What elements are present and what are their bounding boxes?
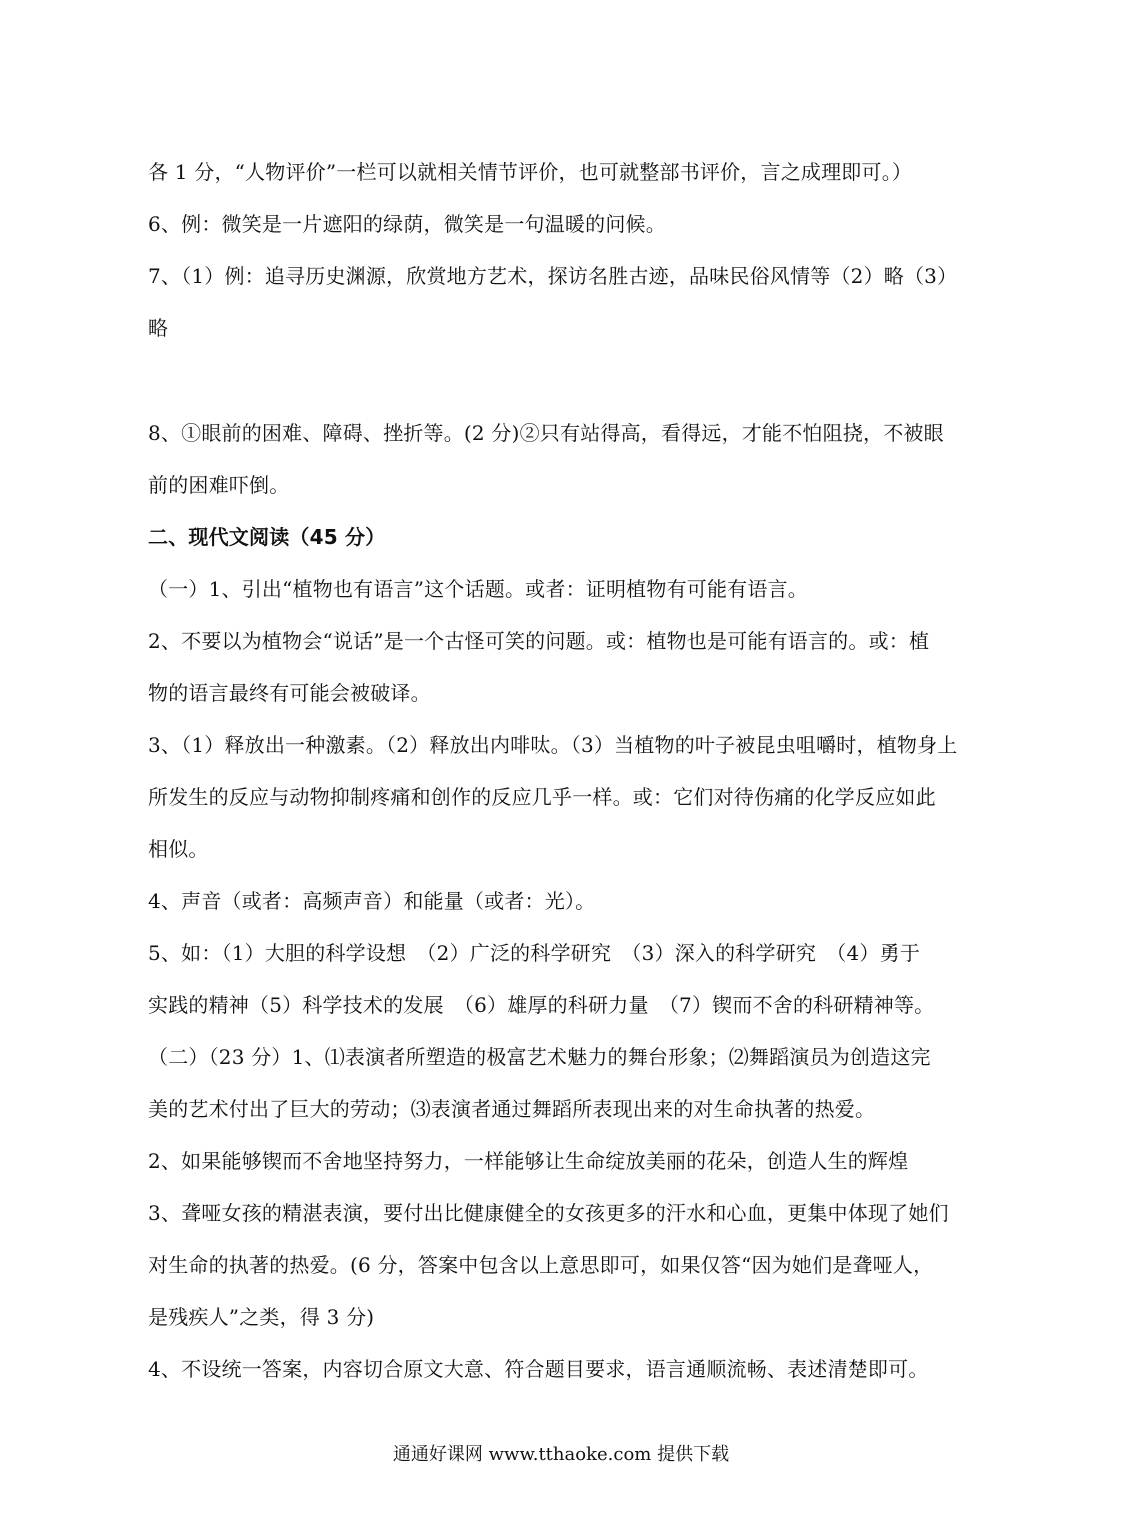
part1-answer-5-cont: 实践的精神（5）科学技术的发展 （6）雄厚的科研力量 （7）锲而不舍的科研精神等。 [148, 993, 935, 1017]
answer-7-cont: 略 [148, 316, 169, 340]
part1-answer-3-cont: 所发生的反应与动物抑制疼痛和创作的反应几乎一样。或：它们对待伤痛的化学反应如此 [148, 785, 936, 809]
page-footer: 通通好课网 www.tthaoke.com 提供下载 [392, 1444, 730, 1465]
answer-line-note: 各 1 分，“人物评价”一栏可以就相关情节评价，也可就整部书评价，言之成理即可。） [148, 160, 913, 184]
answer-6: 6、例：微笑是一片遮阳的绿荫，微笑是一句温暖的问候。 [148, 212, 666, 236]
answer-key-page [148, 153, 1008, 1389]
section-heading-modern-reading: 二、现代文阅读（45 分） [148, 525, 386, 549]
part2-answer-3-cont: 对生命的执著的热爱。(6 分，答案中包含以上意思即可，如果仅答“因为她们是聋哑人， [148, 1253, 934, 1277]
part1-answer-4: 4、声音（或者：高频声音）和能量（或者：光）。 [148, 889, 596, 913]
part2-answer-3: 3、聋哑女孩的精湛表演，要付出比健康健全的女孩更多的汗水和心血，更集中体现了她们 [148, 1201, 949, 1225]
answer-8-cont: 前的困难吓倒。 [148, 473, 290, 497]
part2-answer-1: （二）（23 分）1、⑴表演者所塑造的极富艺术魅力的舞台形象；⑵舞蹈演员为创造这完 [148, 1045, 931, 1069]
answer-7: 7、（1）例：追寻历史渊源，欣赏地方艺术，探访名胜古迹，品味民俗风情等（2）略（3） [148, 264, 958, 288]
part1-answer-3: 3、（1）释放出一种激素。（2）释放出内啡呔。（3）当植物的叶子被昆虫咀嚼时，植物身上 [148, 733, 958, 757]
part1-answer-2: 2、不要以为植物会“说话”是一个古怪可笑的问题。或：植物也是可能有语言的。或：植 [148, 629, 930, 653]
part1-answer-5: 5、如：（1）大胆的科学设想 （2）广泛的科学研究 （3）深入的科学研究 （4）勇于 [148, 941, 921, 965]
part1-answer-2-cont: 物的语言最终有可能会被破译。 [148, 681, 431, 705]
part1-answer-1: （一）1、引出“植物也有语言”这个话题。或者：证明植物有可能有语言。 [148, 577, 808, 601]
part2-answer-3-cont2: 是残疾人”之类，得 3 分) [148, 1305, 375, 1329]
part2-answer-4: 4、不设统一答案，内容切合原文大意、符合题目要求，语言通顺流畅、表述清楚即可。 [148, 1357, 929, 1381]
answer-8: 8、①眼前的困难、障碍、挫折等。(2 分)②只有站得高，看得远，才能不怕阻挠，不被眼 [148, 421, 944, 445]
part1-answer-3-cont2: 相似。 [148, 837, 209, 861]
part2-answer-2: 2、如果能够锲而不舍地坚持努力，一样能够让生命绽放美丽的花朵，创造人生的辉煌 [148, 1149, 909, 1173]
part2-answer-1-cont: 美的艺术付出了巨大的劳动；⑶表演者通过舞蹈所表现出来的对生命执著的热爱。 [148, 1097, 876, 1121]
